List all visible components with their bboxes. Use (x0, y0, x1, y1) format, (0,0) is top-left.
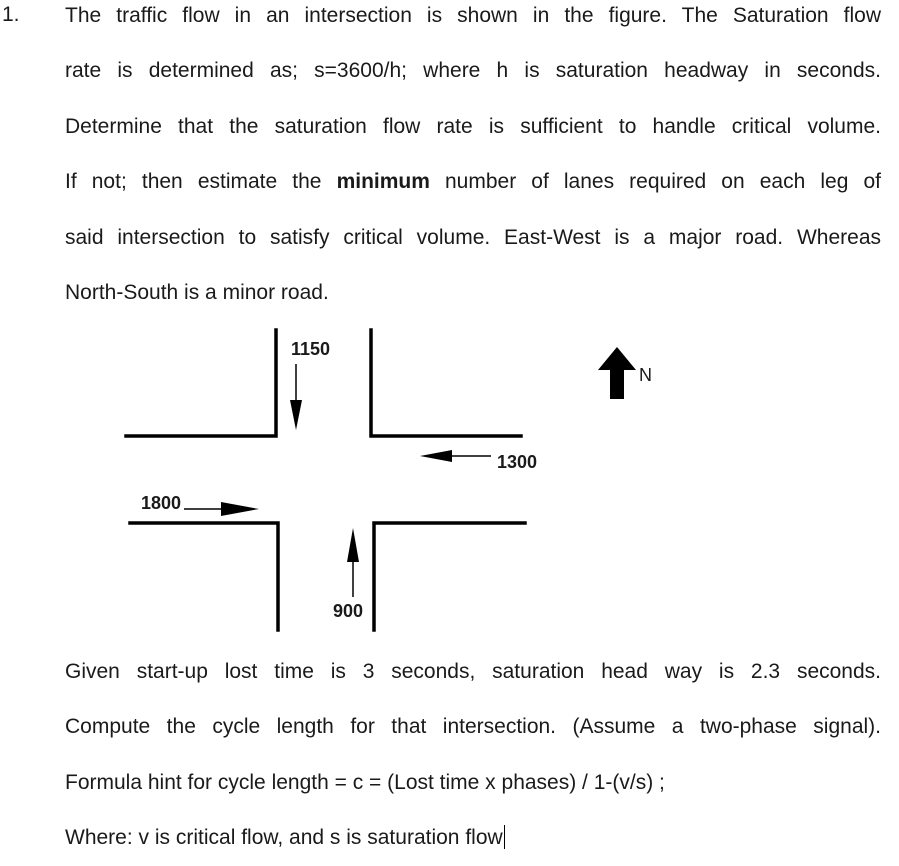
question-followup (65, 644, 881, 866)
north-label: N (639, 365, 652, 385)
northbound-volume: 900 (333, 601, 364, 621)
text-cursor (504, 825, 505, 849)
followup-line: Formula hint for cycle length = c = (Lost time x phases) / 1-(v/s) ; (65, 770, 665, 794)
road-edge-southeast (374, 523, 525, 630)
intro-line: Determine that the saturation flow rate is sufficient to handle critical volume. (65, 114, 881, 138)
northbound-arrow (347, 528, 359, 597)
followup-line: Given start-up lost time is 3 seconds, saturation head way is 2.3 seconds. (65, 660, 881, 683)
road-edge-northeast (371, 330, 521, 436)
followup-line: Compute the cycle length for that intersection. (Assume a two-phase signal). (65, 715, 881, 739)
westbound-volume: 1300 (497, 452, 538, 472)
north-arrow-icon (598, 347, 636, 399)
road-edge-southwest (130, 523, 278, 630)
eastbound-arrow (184, 502, 259, 516)
emphasis-minimum: minimum (336, 170, 430, 194)
followup-line (65, 810, 881, 865)
intro-line: North-South is a minor road. (65, 281, 329, 305)
southbound-arrow (290, 364, 302, 430)
intro-text: number of lanes required on each leg of (429, 170, 881, 194)
intro-line: The traffic flow in an intersection is shown in the figure. The Saturation flow (65, 4, 881, 27)
intro-line: rate is determined as; s=3600/h; where h is saturation headway in seconds. (65, 59, 881, 83)
eastbound-volume: 1800 (141, 493, 182, 513)
intro-text: If not; then estimate the (65, 170, 337, 194)
followup-text: Where: v is critical flow, and s is saturation flow (65, 826, 503, 850)
southbound-volume: 1150 (291, 339, 331, 359)
question-number: 1. (2, 3, 20, 26)
westbound-arrow (420, 450, 491, 462)
intro-line: said intersection to satisfy critical volume. East-West is a major road. Whereas (65, 225, 881, 249)
road-edge-northwest (126, 330, 276, 436)
